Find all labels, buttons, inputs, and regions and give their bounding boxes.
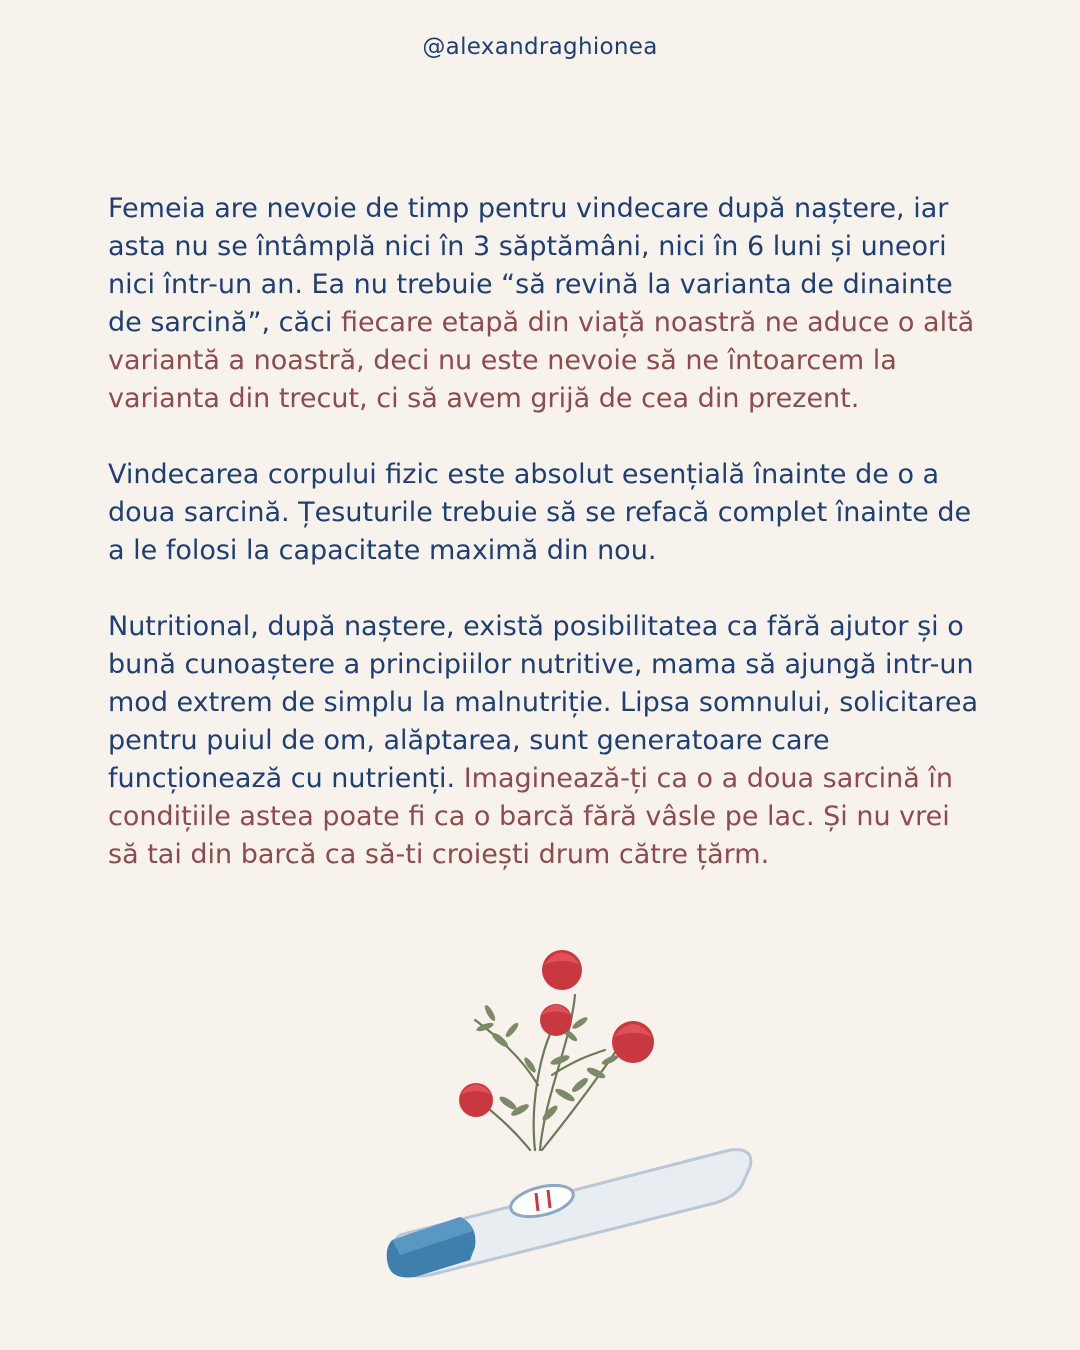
account-handle: @alexandraghionea [422,34,658,60]
paragraph-3-highlight: Imaginează-ți ca o a doua sarcină în condițiile astea poate fi ca o barcă fără vâsle pe lac. Și nu vrei să tai din barcă ca să-ti croiești drum către țărm. [108,763,953,870]
paragraph-2 [108,456,988,570]
paragraph-1-highlight: fiecare etapă din viață noastră ne aduce o altă variantă a noastră, deci nu este nevoie să ne întoarcem la varianta din trecut, ci să avem grijă de cea din prezent. [108,307,975,414]
paragraph-3-text: Nutritional, după naștere, există posibilitatea ca fără ajutor și o bună cunoaștere a principiilor nutritive, mama să ajungă intr-un mod extrem de simplu la malnutriție. Lipsa somnului, solicitarea pentru puiul de om, alăptarea, sunt generatoare care funcționează cu nutrienți. [108,611,979,794]
paragraph-3 [108,608,988,874]
article-body [108,190,988,912]
pregnancy-test-with-flowers-icon [370,935,770,1295]
paragraph-2-text: Vindecarea corpului fizic este absolut esențială înainte de o a doua sarcină. Țesuturile trebuie să se refacă complet înainte de a le folosi la capacitate maximă din nou. [108,459,972,566]
paragraph-1 [108,190,988,418]
paragraph-1-text: Femeia are nevoie de timp pentru vindecare după naștere, iar asta nu se întâmplă nici în 3 săptămâni, nici în 6 luni și uneori nici într-un an. Ea nu trebuie “să revină la varianta de dinainte de sarcină”, căci [108,193,953,338]
